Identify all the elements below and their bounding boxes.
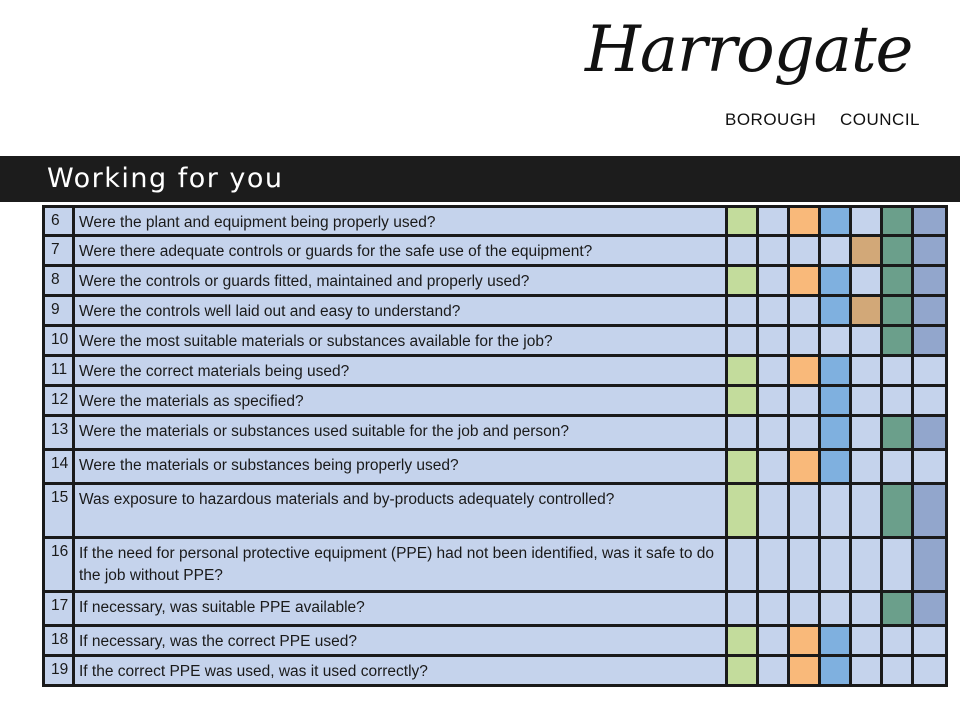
category-cell-7 <box>913 326 947 356</box>
row-number: 7 <box>44 236 74 266</box>
category-cell-1 <box>727 538 758 592</box>
category-cell-1 <box>727 386 758 416</box>
category-cell-1 <box>727 484 758 538</box>
category-cell-1 <box>727 207 758 236</box>
category-cell-3 <box>789 450 820 484</box>
category-cell-5 <box>851 416 882 450</box>
row-number: 18 <box>44 626 74 656</box>
table-row <box>44 656 947 686</box>
category-cell-6 <box>882 266 913 296</box>
category-cell-4 <box>820 450 851 484</box>
row-number: 14 <box>44 450 74 484</box>
row-number: 19 <box>44 656 74 686</box>
category-cell-1 <box>727 266 758 296</box>
header-banner <box>0 156 960 202</box>
category-cell-6 <box>882 484 913 538</box>
banner-title: Working for you <box>47 163 284 194</box>
table-row <box>44 296 947 326</box>
category-cell-4 <box>820 236 851 266</box>
category-cell-6 <box>882 416 913 450</box>
category-cell-4 <box>820 626 851 656</box>
category-cell-5 <box>851 656 882 686</box>
table-row <box>44 266 947 296</box>
row-number: 8 <box>44 266 74 296</box>
table-row <box>44 416 947 450</box>
category-cell-2 <box>758 356 789 386</box>
category-cell-3 <box>789 626 820 656</box>
row-number: 11 <box>44 356 74 386</box>
harrogate-logo <box>585 13 945 136</box>
table-row <box>44 450 947 484</box>
category-cell-6 <box>882 538 913 592</box>
category-cell-7 <box>913 207 947 236</box>
checklist-table-wrapper <box>42 205 945 687</box>
category-cell-6 <box>882 207 913 236</box>
category-cell-7 <box>913 296 947 326</box>
category-cell-4 <box>820 296 851 326</box>
category-cell-3 <box>789 656 820 686</box>
category-cell-5 <box>851 207 882 236</box>
category-cell-7 <box>913 656 947 686</box>
category-cell-3 <box>789 266 820 296</box>
category-cell-1 <box>727 296 758 326</box>
table-row <box>44 326 947 356</box>
category-cell-5 <box>851 386 882 416</box>
category-cell-2 <box>758 416 789 450</box>
row-number: 17 <box>44 592 74 626</box>
category-cell-4 <box>820 416 851 450</box>
row-question: Were the correct materials being used? <box>74 356 727 386</box>
category-cell-1 <box>727 326 758 356</box>
category-cell-3 <box>789 296 820 326</box>
category-cell-5 <box>851 356 882 386</box>
category-cell-5 <box>851 266 882 296</box>
category-cell-3 <box>789 326 820 356</box>
category-cell-3 <box>789 236 820 266</box>
category-cell-4 <box>820 207 851 236</box>
row-question: Were the materials or substances being properly used? <box>74 450 727 484</box>
row-question: Were the materials as specified? <box>74 386 727 416</box>
category-cell-2 <box>758 207 789 236</box>
table-row <box>44 207 947 236</box>
checklist-table <box>42 205 948 687</box>
category-cell-2 <box>758 326 789 356</box>
category-cell-7 <box>913 386 947 416</box>
row-number: 10 <box>44 326 74 356</box>
row-question: Were the materials or substances used suitable for the job and person? <box>74 416 727 450</box>
logo-script-text: Harrogate <box>585 13 913 87</box>
category-cell-3 <box>789 356 820 386</box>
table-row <box>44 236 947 266</box>
row-question: If necessary, was suitable PPE available? <box>74 592 727 626</box>
category-cell-5 <box>851 592 882 626</box>
row-number: 9 <box>44 296 74 326</box>
row-question: If necessary, was the correct PPE used? <box>74 626 727 656</box>
table-row <box>44 592 947 626</box>
category-cell-7 <box>913 236 947 266</box>
row-number: 13 <box>44 416 74 450</box>
category-cell-3 <box>789 592 820 626</box>
row-number: 12 <box>44 386 74 416</box>
checklist-rows <box>44 207 947 686</box>
category-cell-2 <box>758 626 789 656</box>
category-cell-2 <box>758 386 789 416</box>
category-cell-2 <box>758 538 789 592</box>
row-number: 6 <box>44 207 74 236</box>
category-cell-6 <box>882 236 913 266</box>
category-cell-1 <box>727 656 758 686</box>
category-cell-7 <box>913 416 947 450</box>
logo-borough-text: BOROUGH <box>725 110 817 129</box>
row-question: If the correct PPE was used, was it used correctly? <box>74 656 727 686</box>
category-cell-3 <box>789 207 820 236</box>
category-cell-5 <box>851 326 882 356</box>
row-question: Were the most suitable materials or substances available for the job? <box>74 326 727 356</box>
category-cell-6 <box>882 626 913 656</box>
row-question: Were the controls or guards fitted, maintained and properly used? <box>74 266 727 296</box>
table-row <box>44 484 947 538</box>
category-cell-3 <box>789 484 820 538</box>
category-cell-6 <box>882 656 913 686</box>
category-cell-4 <box>820 484 851 538</box>
category-cell-6 <box>882 450 913 484</box>
table-row <box>44 356 947 386</box>
category-cell-6 <box>882 592 913 626</box>
category-cell-7 <box>913 484 947 538</box>
category-cell-2 <box>758 266 789 296</box>
category-cell-3 <box>789 416 820 450</box>
category-cell-7 <box>913 592 947 626</box>
category-cell-4 <box>820 656 851 686</box>
category-cell-5 <box>851 236 882 266</box>
category-cell-1 <box>727 236 758 266</box>
category-cell-1 <box>727 592 758 626</box>
category-cell-5 <box>851 450 882 484</box>
category-cell-5 <box>851 626 882 656</box>
category-cell-4 <box>820 326 851 356</box>
category-cell-6 <box>882 296 913 326</box>
category-cell-2 <box>758 236 789 266</box>
category-cell-7 <box>913 538 947 592</box>
category-cell-4 <box>820 538 851 592</box>
logo-council-text: COUNCIL <box>840 110 921 129</box>
category-cell-3 <box>789 538 820 592</box>
table-row <box>44 626 947 656</box>
category-cell-1 <box>727 356 758 386</box>
row-question: Was exposure to hazardous materials and by-products adequately controlled? <box>74 484 727 538</box>
row-question: Were there adequate controls or guards for the safe use of the equipment? <box>74 236 727 266</box>
category-cell-4 <box>820 592 851 626</box>
category-cell-1 <box>727 450 758 484</box>
row-question: If the need for personal protective equipment (PPE) had not been identified, was it safe to do the job without PPE? <box>74 538 727 592</box>
category-cell-4 <box>820 266 851 296</box>
category-cell-2 <box>758 296 789 326</box>
category-cell-5 <box>851 484 882 538</box>
category-cell-4 <box>820 386 851 416</box>
row-number: 16 <box>44 538 74 592</box>
category-cell-5 <box>851 538 882 592</box>
row-number: 15 <box>44 484 74 538</box>
category-cell-7 <box>913 450 947 484</box>
category-cell-7 <box>913 626 947 656</box>
category-cell-1 <box>727 416 758 450</box>
category-cell-6 <box>882 326 913 356</box>
row-question: Were the plant and equipment being properly used? <box>74 207 727 236</box>
category-cell-6 <box>882 386 913 416</box>
table-row <box>44 386 947 416</box>
category-cell-5 <box>851 296 882 326</box>
table-row <box>44 538 947 592</box>
category-cell-1 <box>727 626 758 656</box>
category-cell-3 <box>789 386 820 416</box>
category-cell-2 <box>758 450 789 484</box>
category-cell-7 <box>913 356 947 386</box>
category-cell-2 <box>758 592 789 626</box>
category-cell-6 <box>882 356 913 386</box>
category-cell-2 <box>758 484 789 538</box>
category-cell-4 <box>820 356 851 386</box>
row-question: Were the controls well laid out and easy to understand? <box>74 296 727 326</box>
category-cell-2 <box>758 656 789 686</box>
category-cell-7 <box>913 266 947 296</box>
